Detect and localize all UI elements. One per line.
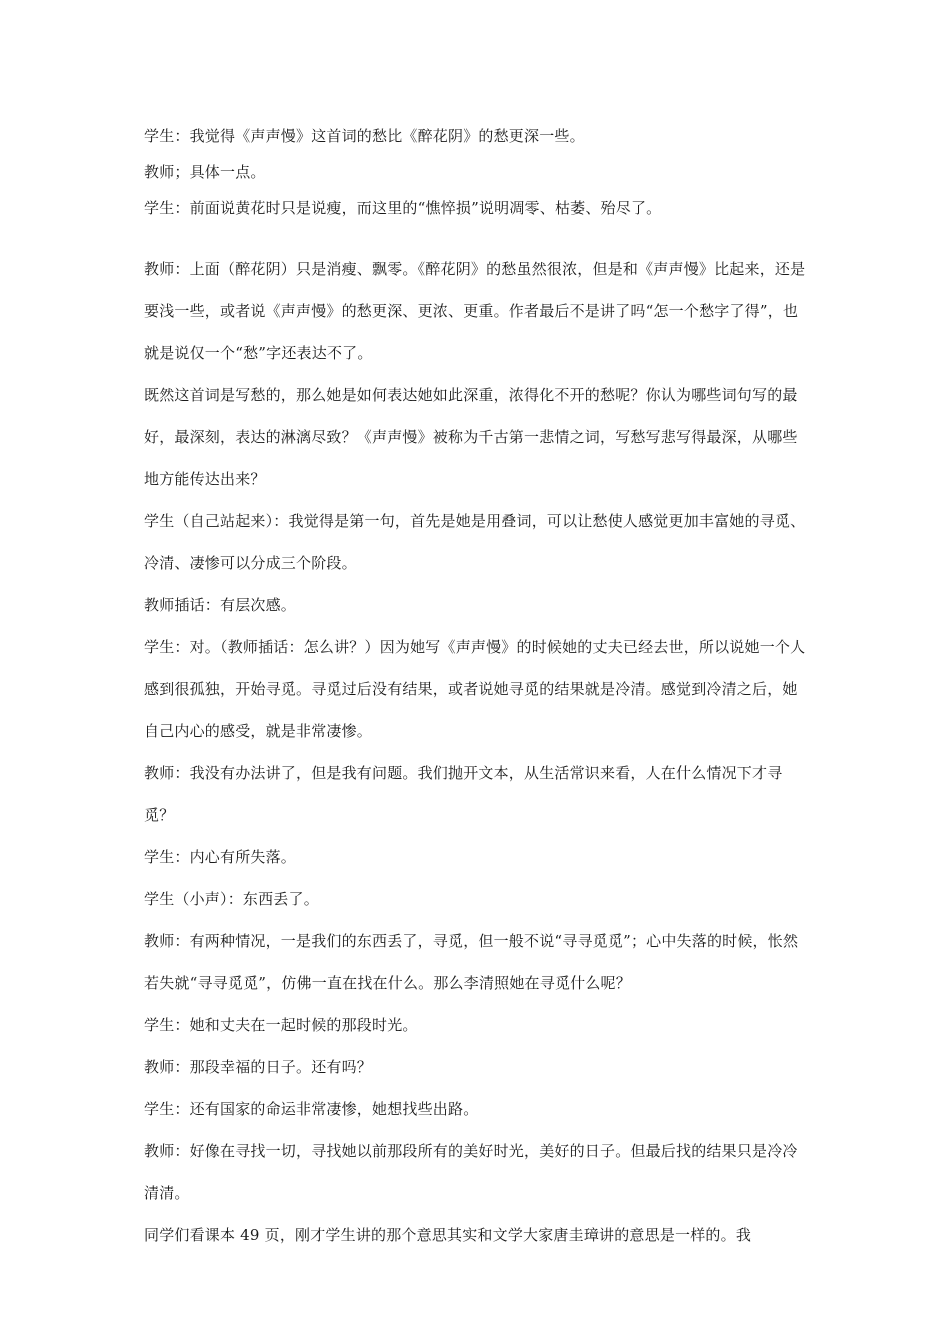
paragraph-teacher-2: 教师：上面（醉花阴）只是消瘦、飘零。《醉花阴》的愁虽然很浓，但是和《声声慢》比起来，还是要浅一些，或者说《声声慢》的愁更深、更浓、更重。作者最后不是讲了吗“怎一个愁字了得”，也就是说仅一个“愁”字还表达不了。 <box>144 260 806 362</box>
paragraph-teacher-7: 教师：好像在寻找一切，寻找她以前那段所有的美好时光，美好的日子。但最后找的结果只是冷冷清清。 <box>144 1142 798 1202</box>
paragraph-teacher-4: 教师：我没有办法讲了，但是我有问题。我们抛开文本，从生活常识来看，人在什么情况下才寻觅？ <box>144 764 783 824</box>
paragraph-textbook-note: 同学们看课本 49 页，刚才学生讲的那个意思其实和文学大家唐圭璋讲的意思是一样的。我 <box>144 1226 752 1244</box>
paragraph-teacher-6: 教师：那段幸福的日子。还有吗？ <box>144 1058 373 1076</box>
paragraph-gap <box>144 226 808 248</box>
paragraph-student-7: 学生：她和丈夫在一起时候的那段时光。 <box>144 1016 418 1034</box>
document-body <box>144 118 808 1256</box>
paragraph-student-3: 学生（自己站起来）：我觉得是第一句，首先是她是用叠词，可以让愁使人感觉更加丰富她的寻觅、冷清、凄惨可以分成三个阶段。 <box>144 512 806 572</box>
paragraph-student-5: 学生：内心有所失落。 <box>144 848 297 866</box>
paragraph-teacher-5: 教师：有两种情况，一是我们的东西丢了，寻觅，但一般不说“寻寻觅觅”；心中失落的时候，怅然若失就“寻寻觅觅”，仿佛一直在找在什么。那么李清照她在寻觅什么呢？ <box>144 932 799 992</box>
paragraph-student-6: 学生（小声）：东西丢了。 <box>144 890 319 908</box>
paragraph-teacher-1: 教师；具体一点。 <box>144 163 266 181</box>
paragraph-student-8: 学生：还有国家的命运非常凄惨，她想找些出路。 <box>144 1100 479 1118</box>
paragraph-student-1: 学生：我觉得《声声慢》这首词的愁比《醉花阴》的愁更深一些。 <box>144 127 585 145</box>
paragraph-teacher-3: 教师插话：有层次感。 <box>144 596 297 614</box>
paragraph-student-4: 学生：对。（教师插话：怎么讲？）因为她写《声声慢》的时候她的丈夫已经去世，所以说她一个人感到很孤独，开始寻觅。寻觅过后没有结果，或者说她寻觅的结果就是冷清。感觉到冷清之后，她自己内心的感受，就是非常凄惨。 <box>144 638 806 740</box>
paragraph-question: 既然这首词是写愁的，那么她是如何表达她如此深重，浓得化不开的愁呢？你认为哪些词句写的最好，最深刻，表达的淋漓尽致？《声声慢》被称为千古第一悲情之词，写愁写悲写得最深，从哪些地方能传达出来？ <box>144 386 798 488</box>
paragraph-student-2: 学生：前面说黄花时只是说瘦，而这里的“憔悴损”说明凋零、枯萎、殆尽了。 <box>144 199 662 217</box>
